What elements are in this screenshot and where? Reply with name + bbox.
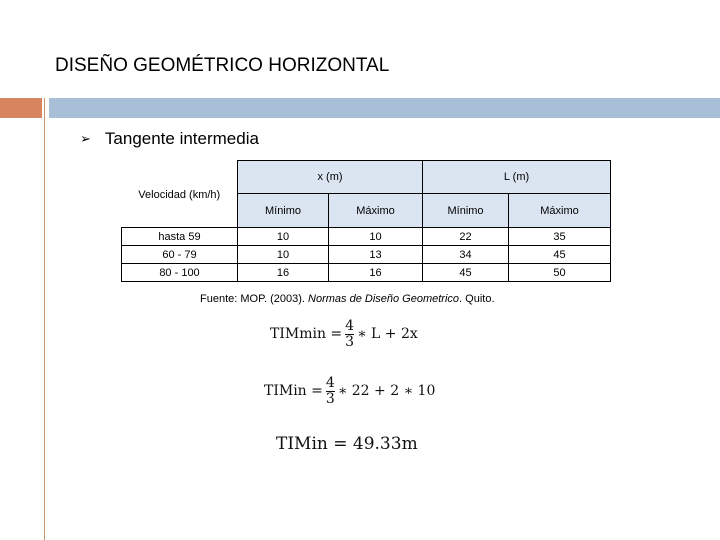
table-cell: 10	[238, 246, 329, 264]
table-cell: 34	[423, 246, 509, 264]
fraction: $\frac{4}{3}$	[325, 375, 335, 407]
table-cell: 10	[329, 228, 423, 246]
source-citation: Fuente: MOP. (2003). Normas de Diseño Geometrico. Quito.	[200, 293, 495, 305]
table-cell: 35	[509, 228, 611, 246]
table-cell: 50	[509, 264, 611, 282]
arrow-bullet-icon: ➢	[80, 131, 91, 147]
subheader-L-max: Máximo	[509, 194, 611, 228]
table-row	[122, 228, 611, 246]
table-row	[122, 264, 611, 282]
table-cell: 10	[238, 228, 329, 246]
accent-bar-orange	[0, 98, 42, 118]
row-label: 60 - 79	[122, 246, 238, 264]
vertical-divider	[44, 98, 45, 540]
row-label: hasta 59	[122, 228, 238, 246]
speed-table	[121, 160, 611, 282]
subheader-x-max: Máximo	[329, 194, 423, 228]
formula-general: TIMmin = $\frac{4}{3}$ ∗ L + 2x	[270, 318, 418, 350]
formula-substituted: TIMin = $\frac{4}{3}$ ∗ 22 + 2 ∗ 10	[264, 375, 436, 407]
source-title: Normas de Diseño Geometrico	[308, 293, 460, 305]
accent-bar-blue	[49, 98, 720, 118]
header-L: L (m)	[423, 161, 611, 194]
table-cell: 45	[423, 264, 509, 282]
table-row-header: Velocidad (km/h)	[122, 161, 238, 228]
subheader-L-min: Mínimo	[423, 194, 509, 228]
table-cell: 16	[238, 264, 329, 282]
header-x: x (m)	[238, 161, 423, 194]
fraction: $\frac{4}{3}$	[345, 318, 355, 350]
bullet-text: Tangente intermedia	[104, 129, 259, 148]
subheader-x-min: Mínimo	[238, 194, 329, 228]
table-cell: 45	[509, 246, 611, 264]
table-cell: 16	[329, 264, 423, 282]
formula-result: TIMin = 49.33m	[276, 434, 418, 454]
slide-title: DISEÑO GEOMÉTRICO HORIZONTAL	[55, 55, 390, 76]
row-label: 80 - 100	[122, 264, 238, 282]
table-row	[122, 246, 611, 264]
table-cell: 13	[329, 246, 423, 264]
table-cell: 22	[423, 228, 509, 246]
bullet-item	[80, 129, 259, 149]
